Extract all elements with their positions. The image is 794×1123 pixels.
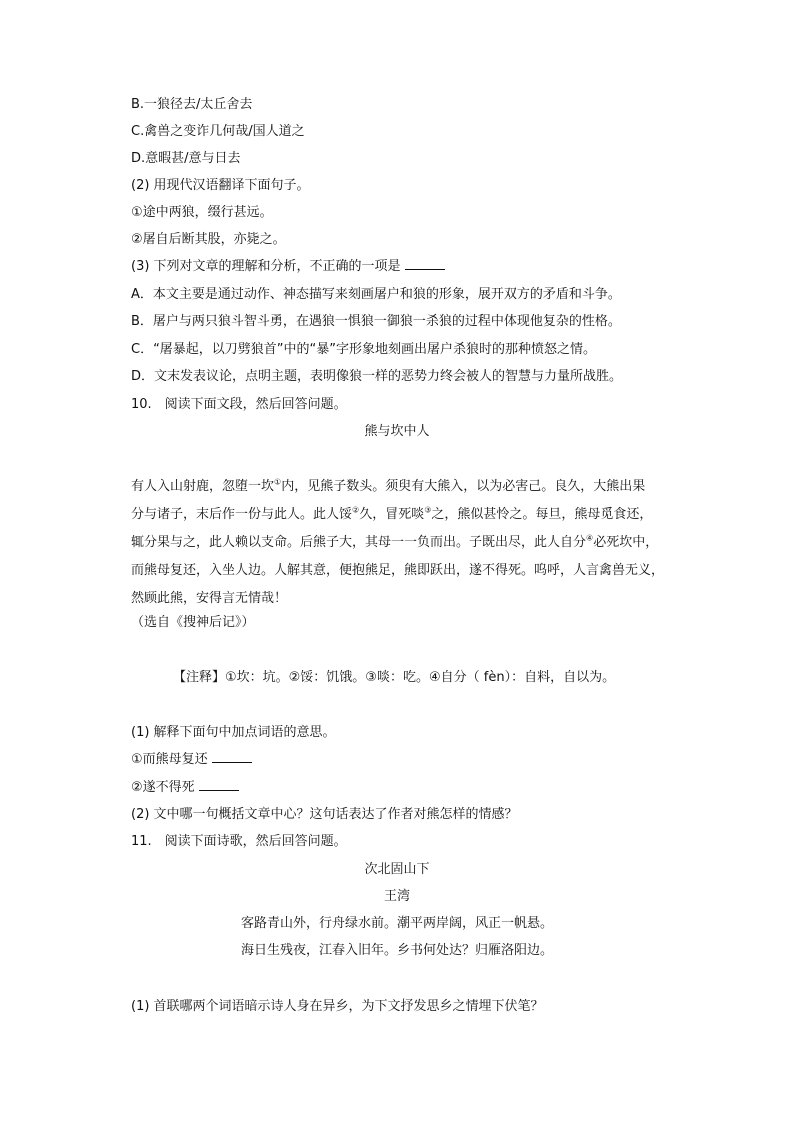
q10-source: （选自《搜神后记》） bbox=[131, 615, 255, 630]
q11-heading: 11. 阅读下面诗歌，然后回答问题。 bbox=[131, 834, 347, 849]
answer-blank bbox=[199, 778, 239, 791]
answer-blank bbox=[405, 257, 445, 270]
q11-poem-line1: 客路青山外，行舟绿水前。潮平两岸阔，风正一帆悬。 bbox=[240, 916, 553, 931]
q10-part1-title: (1) 解释下面句中加点词语的意思。 bbox=[131, 725, 336, 740]
option-d: D.意暇甚/意与日去 bbox=[131, 151, 241, 166]
q9-part3-title: (3) 下列对文章的理解和分析，不正确的一项是 bbox=[131, 257, 445, 277]
q9-option-c: C．“屠暴起，以刀劈狼首”中的“暴”字形象地刻画出屠户杀狼时的那种愤怒之情。 bbox=[131, 342, 597, 357]
q10-passage-line5: 然顾此熊，安得言无情哉！ bbox=[131, 591, 288, 606]
q10-part2: (2) 文中哪一句概括文章中心？这句话表达了作者对熊怎样的情感？ bbox=[131, 807, 518, 822]
option-b: B.一狼径去/太丘舍去 bbox=[131, 97, 253, 112]
q11-poem-line2: 海日生残夜，江春入旧年。乡书何处达？归雁洛阳边。 bbox=[240, 943, 553, 958]
answer-blank bbox=[212, 750, 252, 763]
q10-heading: 10. 阅读下面文段，然后回答问题。 bbox=[131, 397, 347, 412]
q11-poem-author: 王湾 bbox=[383, 889, 410, 904]
q9-option-b: B．屠户与两只狼斗智斗勇，在遇狼一惧狼一御狼一杀狼的过程中体现他复杂的性格。 bbox=[131, 314, 621, 329]
q11-poem-title: 次北固山下 bbox=[364, 862, 430, 877]
q9-part2-title: (2) 用现代汉语翻译下面句子。 bbox=[131, 178, 310, 193]
q10-passage-line1: 有人入山射鹿，忽堕一坎①内，见熊子数头。须臾有大熊入，以为必害己。良久，大熊出果 bbox=[131, 477, 646, 494]
option-c: C.禽兽之变诈几何哉/国人道之 bbox=[131, 124, 305, 139]
q9-part2-sentence2: ②屠自后断其股，亦毙之。 bbox=[131, 232, 286, 247]
q9-option-a: A．本文主要是通过动作、神态描写来刻画屠户和狼的形象，展开双方的矛盾和斗争。 bbox=[131, 287, 621, 302]
q10-part1-item1: ①而熊母复还 bbox=[131, 750, 252, 770]
q10-notes: 【注释】①坎：坑。②馁：饥饿。③啖：吃。④自分（ fèn）：自料，自以为。 bbox=[173, 670, 616, 685]
q10-passage-line3: 辄分果与之，此人赖以支命。后熊子大，其母一一负而出。子既出尽，此人自分④必死坎中， bbox=[131, 533, 659, 550]
q10-passage-title: 熊与坎中人 bbox=[364, 424, 430, 439]
q11-part1: (1) 首联哪两个词语暗示诗人身在异乡，为下文抒发思乡之情埋下伏笔？ bbox=[131, 999, 544, 1014]
q10-part1-item2: ②遂不得死 bbox=[131, 778, 239, 798]
q10-passage-line4: 而熊母复还，入坐人边。人解其意，便抱熊足，熊即跃出，遂不得死。呜呼，人言禽兽无义， bbox=[131, 563, 665, 578]
q9-part2-sentence1: ①途中两狼，缀行甚远。 bbox=[131, 205, 273, 220]
q10-passage-line2: 分与诸子，末后作一份与此人。此人馁②久，冒死啖③之，熊似甚怜之。每旦，熊母觅食还， bbox=[131, 505, 653, 522]
q9-option-d: D．文末发表议论，点明主题，表明像狼一样的恶势力终会被人的智慧与力量所战胜。 bbox=[131, 369, 623, 384]
